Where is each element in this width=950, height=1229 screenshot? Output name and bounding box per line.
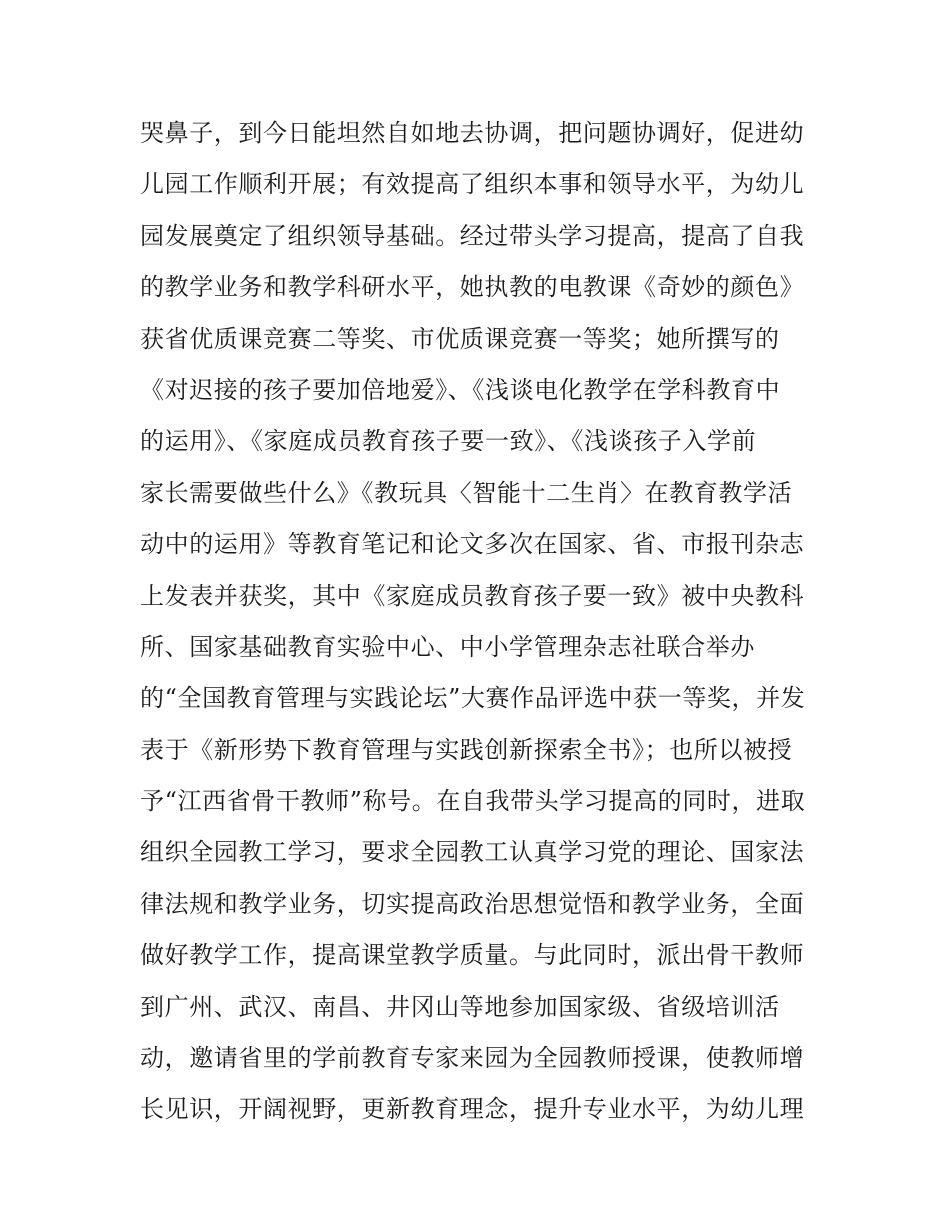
text-line-9: 动中的运用》等教育笔记和论文多次在国家、省、市报刊杂志 (140, 530, 805, 559)
text-line-13: 表于《新形势下教育管理与实践创新探索全书》；也所以被授 (140, 735, 793, 764)
text-line-5: 获省优质课竞赛二等奖、市优质课竞赛一等奖；她所撰写的 (140, 324, 780, 353)
text-line-19: 动，邀请省里的学前教育专家来园为全园教师授课，使教师增 (140, 1044, 805, 1073)
text-line-1: 哭鼻子，到今日能坦然自如地去协调，把问题协调好，促进幼 (140, 119, 805, 147)
text-line-11: 所、国家基础教育实验中心、中小学管理杂志社联合举办 (140, 632, 755, 661)
text-line-12: 的“全国教育管理与实践论坛”大赛作品评选中获一等奖，并发 (140, 684, 806, 713)
text-line-8: 家长需要做些什么》《教玩具〈智能十二生肖〉在教育教学活 (140, 478, 793, 507)
text-line-18: 到广州、武汉、南昌、井冈山等地参加国家级、省级培训活 (140, 992, 780, 1021)
body-paragraph (140, 108, 820, 1136)
text-line-17: 做好教学工作，提高课堂教学质量。与此同时，派出骨干教师 (140, 941, 805, 970)
text-line-2: 儿园工作顺利开展；有效提高了组织本事和领导水平，为幼儿 (140, 170, 805, 199)
text-line-3: 园发展奠定了组织领导基础。经过带头学习提高，提高了自我 (140, 221, 805, 250)
text-line-14: 予“江西省骨干教师”称号。在自我带头学习提高的同时，进取 (140, 787, 806, 816)
text-line-10: 上发表并获奖，其中《家庭成员教育孩子要一致》被中央教科 (140, 581, 805, 610)
text-line-16: 律法规和教学业务，切实提高政治思想觉悟和教学业务，全面 (140, 889, 805, 918)
text-line-6: 《对迟接的孩子要加倍地爱》、《浅谈电化教学在学科教育中 (140, 375, 781, 404)
text-line-20: 长见识，开阔视野，更新教育理念，提升专业水平，为幼儿理 (140, 1095, 805, 1124)
text-line-15: 组织全园教工学习，要求全园教工认真学习党的理论、国家法 (140, 838, 805, 867)
text-line-7: 的运用》、《家庭成员教育孩子要一致》、《浅谈孩子入学前 (140, 427, 757, 456)
text-line-4: 的教学业务和教学科研水平，她执教的电教课《奇妙的颜色》 (140, 273, 805, 302)
